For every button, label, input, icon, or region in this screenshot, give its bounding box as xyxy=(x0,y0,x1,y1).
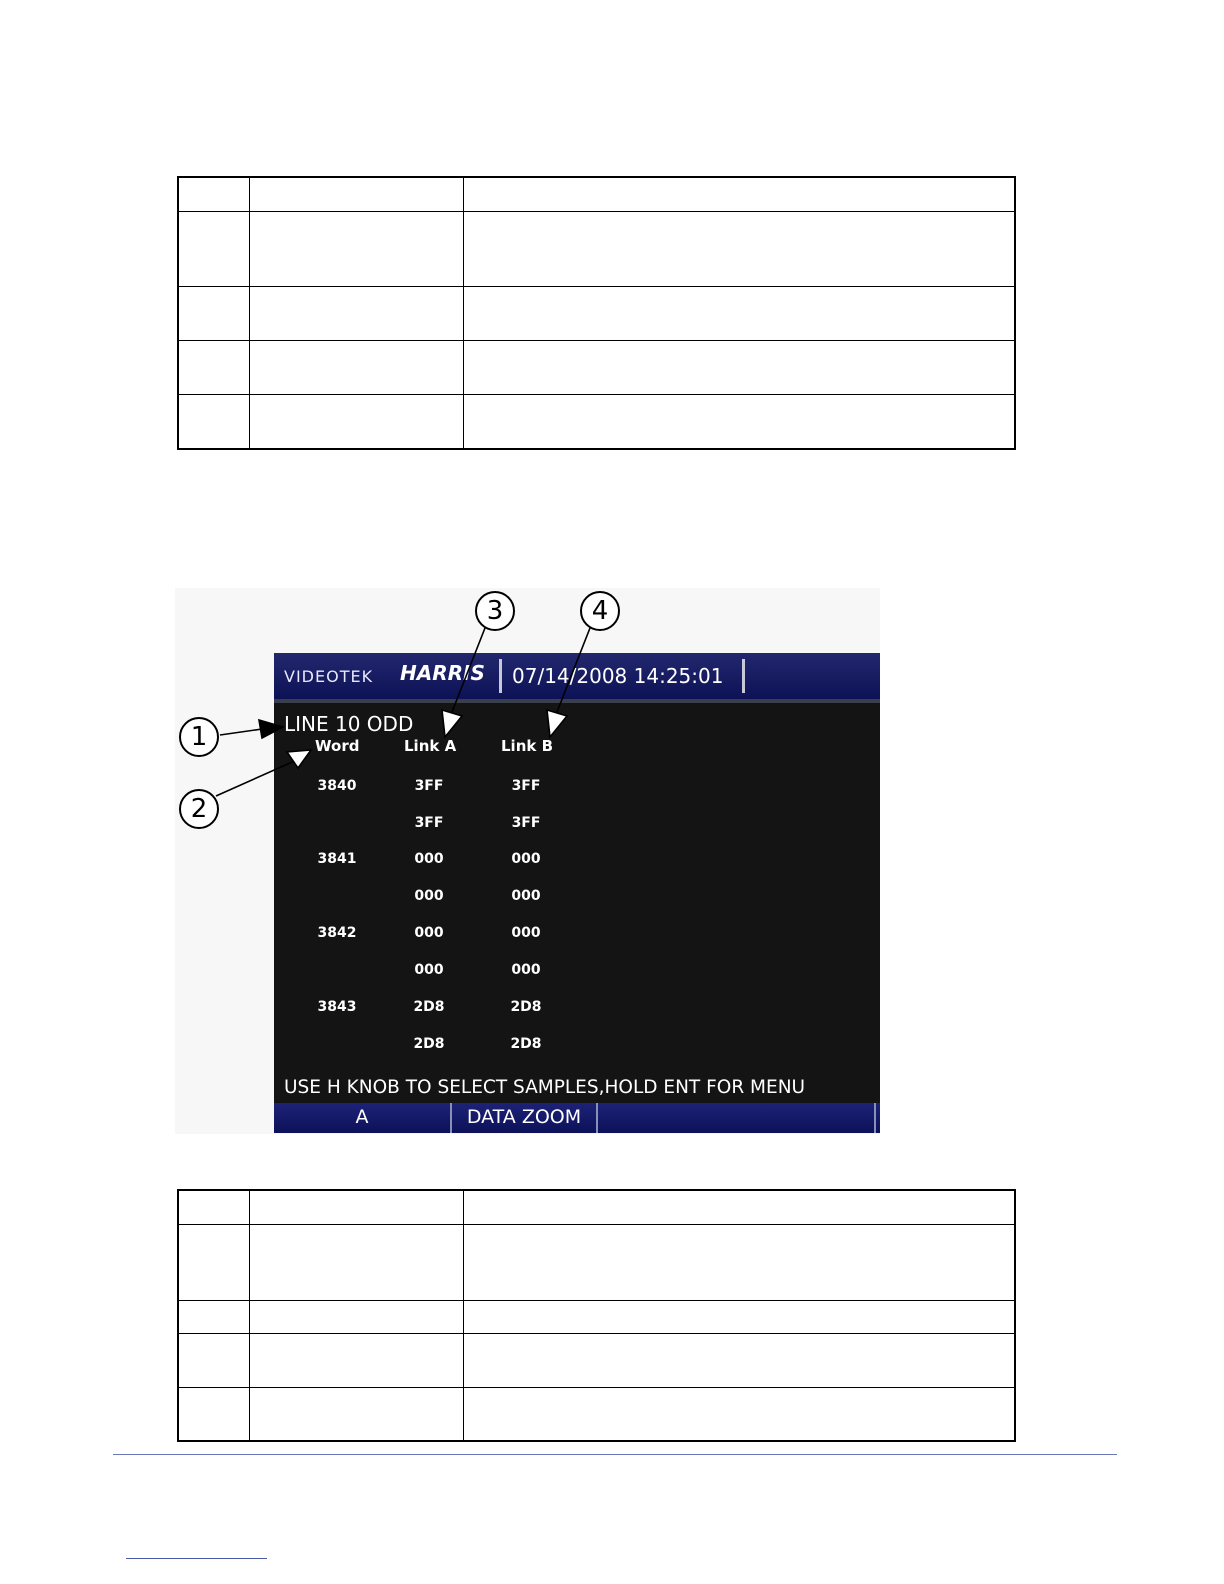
datetime-display: 07/14/2008 14:25:01 xyxy=(512,664,724,688)
table-row xyxy=(179,1300,1014,1334)
arrow-2-line xyxy=(216,759,299,796)
link-b-cell: 3FF xyxy=(511,815,541,831)
callout-1: 1 xyxy=(179,717,219,757)
link-a-cell: 3FF xyxy=(414,815,444,831)
link-a-cell: 2D8 xyxy=(413,1036,445,1052)
link-a-cell: 000 xyxy=(414,851,444,867)
callout-2: 2 xyxy=(179,789,219,829)
link-b-cell: 000 xyxy=(511,888,541,904)
arrow-3-line xyxy=(452,628,485,712)
link-a-cell: 000 xyxy=(414,888,444,904)
link-b-cell: 2D8 xyxy=(510,1036,542,1052)
arrow-3-head xyxy=(442,710,462,737)
word-cell: 3842 xyxy=(317,925,357,941)
column-header-word: Word xyxy=(315,737,360,755)
link-a-cell: 000 xyxy=(414,962,444,978)
link-a-cell: 3FF xyxy=(414,778,444,794)
footer-rule xyxy=(113,1454,1117,1455)
arrow-4-head xyxy=(547,710,567,737)
table-divider xyxy=(463,1191,464,1440)
brand-label: VIDEOTEK xyxy=(284,667,374,686)
link-b-cell: 3FF xyxy=(511,778,541,794)
instruction-hint: USE H KNOB TO SELECT SAMPLES,HOLD ENT FOR MENU xyxy=(284,1077,806,1098)
arrow-4-line xyxy=(557,628,590,712)
table-row xyxy=(179,1387,1014,1443)
word-cell: 3843 xyxy=(317,999,357,1015)
link-b-cell: 000 xyxy=(511,962,541,978)
harris-logo: HARRIS xyxy=(400,661,485,685)
word-cell: 3840 xyxy=(317,778,357,794)
channel-indicator: A xyxy=(274,1103,452,1133)
table-divider xyxy=(249,1191,250,1440)
link-b-cell: 000 xyxy=(511,851,541,867)
callout-3: 3 xyxy=(475,591,515,631)
bottom-table xyxy=(177,1189,1016,1442)
arrow-2-head xyxy=(287,750,311,768)
column-header-link-b: Link B xyxy=(501,737,554,755)
table-header-row xyxy=(179,1191,1014,1224)
arrow-1-head xyxy=(259,720,283,738)
column-header-link-a: Link A xyxy=(404,737,457,755)
link-a-cell: 000 xyxy=(414,925,444,941)
link-b-cell: 2D8 xyxy=(510,999,542,1015)
arrow-1-line xyxy=(220,729,262,735)
line-title: LINE 10 ODD xyxy=(284,712,414,736)
mode-indicator: DATA ZOOM xyxy=(452,1103,598,1133)
footer-link-underline xyxy=(126,1558,267,1559)
link-a-cell: 2D8 xyxy=(413,999,445,1015)
link-b-cell: 000 xyxy=(511,925,541,941)
word-cell: 3841 xyxy=(317,851,357,867)
table-row xyxy=(179,1333,1014,1388)
table-row xyxy=(179,1224,1014,1301)
callout-4: 4 xyxy=(580,591,620,631)
